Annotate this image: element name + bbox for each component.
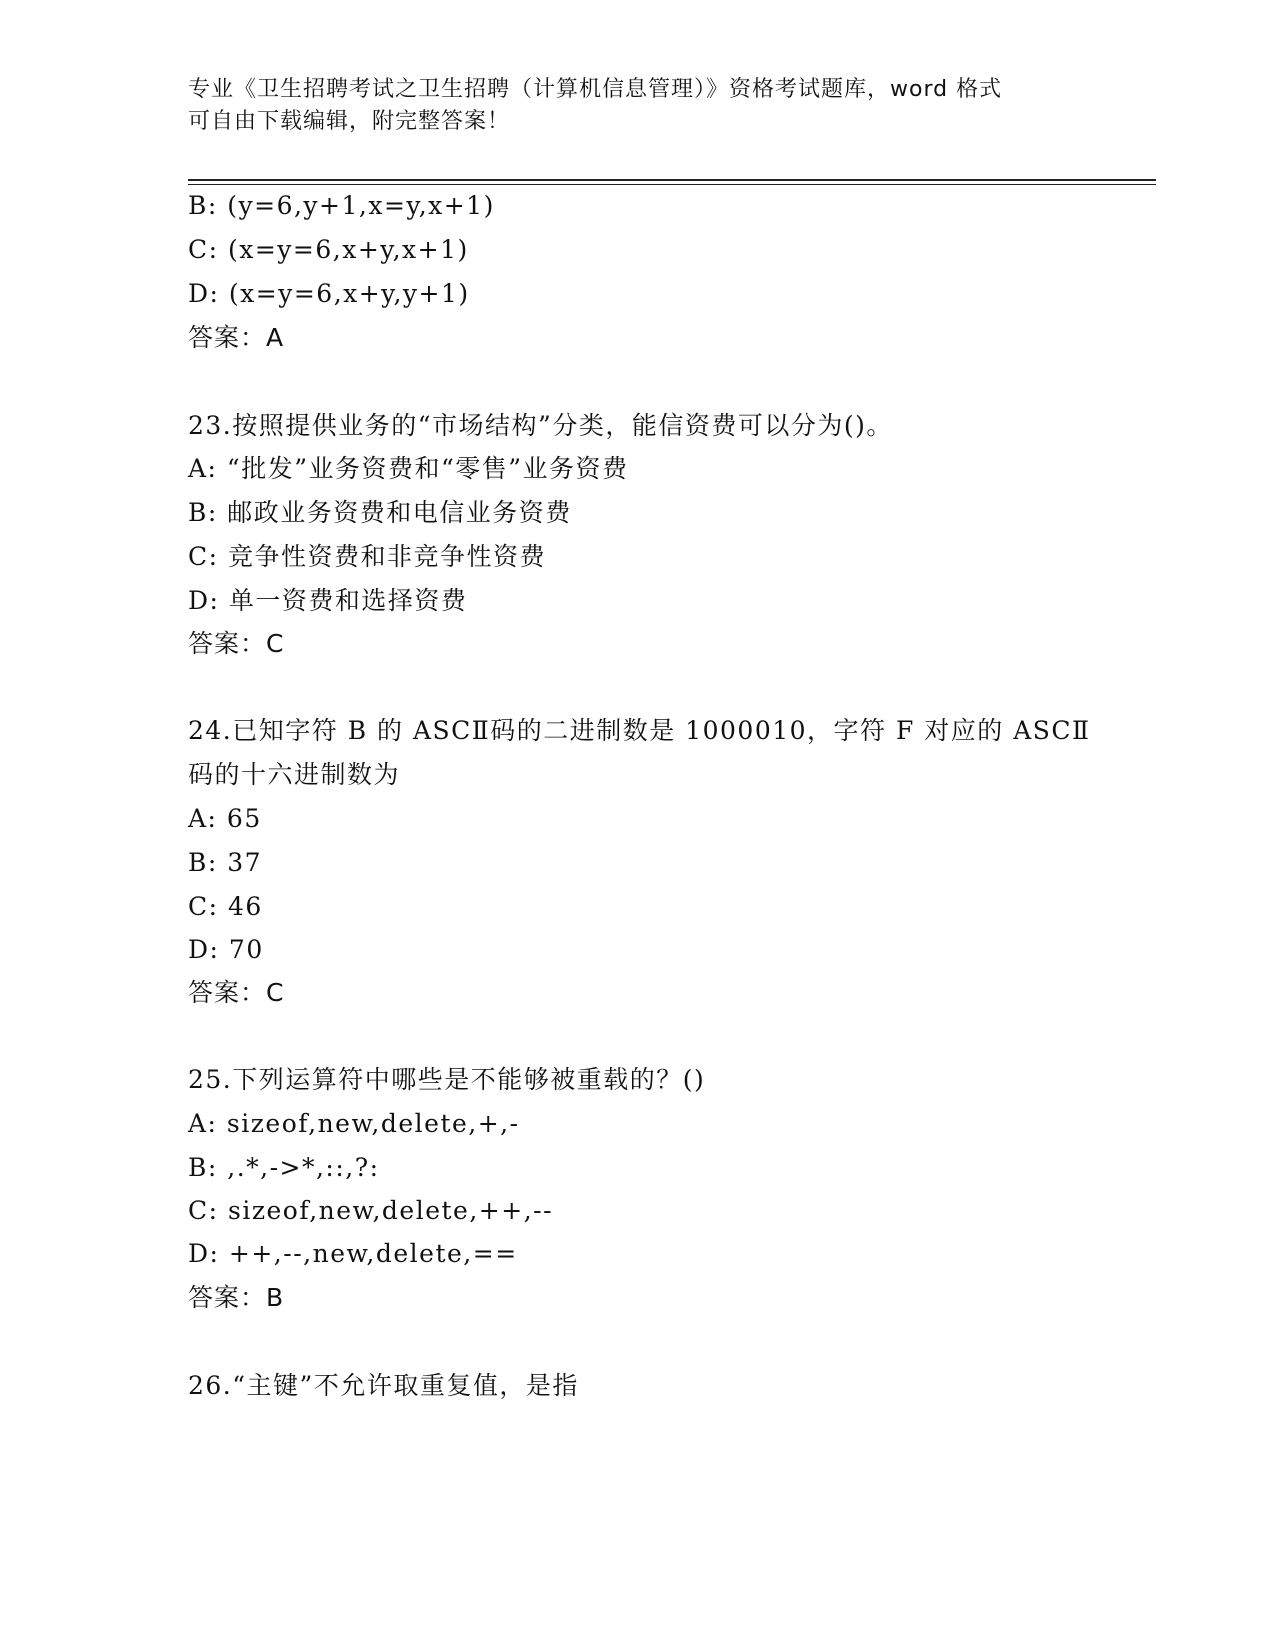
q25-option-c: C: sizeof,new,delete,++,-- <box>188 1196 554 1225</box>
q24-option-c: C: 46 <box>188 892 263 921</box>
header-rule-thin <box>188 184 1156 185</box>
q23-option-a: A: “批发”业务资费和“零售”业务资费 <box>188 454 629 483</box>
q25-answer: 答案：B <box>188 1283 285 1312</box>
header-line-2: 可自由下载编辑，附完整答案！ <box>188 109 511 134</box>
q26-question: 26.“主键”不允许取重复值，是指 <box>188 1371 579 1400</box>
q24-answer: 答案：C <box>188 978 285 1007</box>
q22-option-b: B: (y=6,y+1,x=y,x+1) <box>188 191 495 220</box>
q24-option-a: A: 65 <box>188 804 262 833</box>
q24-option-b: B: 37 <box>188 848 263 877</box>
q22-option-d: D: (x=y=6,x+y,y+1) <box>188 279 470 308</box>
q23-option-b: B: 邮政业务资费和电信业务资费 <box>188 498 572 527</box>
q22-option-c: C: (x=y=6,x+y,x+1) <box>188 235 469 264</box>
q23-option-d: D: 单一资费和选择资费 <box>188 586 468 615</box>
q23-question: 23.按照提供业务的“市场结构”分类，能信资费可以分为()。 <box>188 411 893 440</box>
document-header <box>188 74 1088 138</box>
q25-option-b: B: ,.*,->*,::,?: <box>188 1153 380 1182</box>
q25-question: 25.下列运算符中哪些是不能够被重载的？() <box>188 1065 706 1094</box>
q24-option-d: D: 70 <box>188 935 264 964</box>
q25-option-d: D: ++,--,new,delete,== <box>188 1239 518 1268</box>
q24-question-line-2: 码的十六进制数为 <box>188 760 401 789</box>
q24-question-line-1: 24.已知字符 B 的 ASCⅡ码的二进制数是 1000010，字符 F 对应的 ASCⅡ <box>188 716 1091 745</box>
q23-option-c: C: 竞争性资费和非竞争性资费 <box>188 542 546 571</box>
q22-answer: 答案：A <box>188 323 285 352</box>
header-line-1: 专业《卫生招聘考试之卫生招聘（计算机信息管理）》资格考试题库，word 格式 <box>188 77 1003 102</box>
q25-option-a: A: sizeof,new,delete,+,- <box>188 1109 520 1138</box>
header-rule-thick <box>188 179 1156 181</box>
q23-answer: 答案：C <box>188 629 285 658</box>
